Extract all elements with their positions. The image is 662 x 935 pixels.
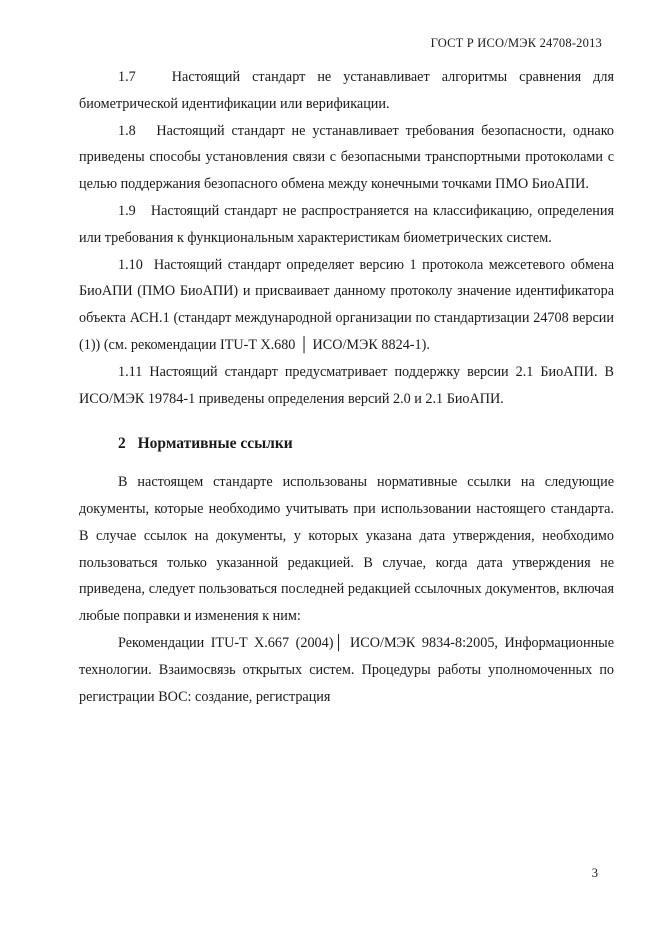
document-header: ГОСТ Р ИСО/МЭК 24708-2013 [430,36,602,50]
page-body [79,64,614,710]
paragraph-1-9: 1.9 Настоящий стандарт не распространяется на классификацию, определения или требования к функциональным характеристикам биометрических систем. [79,202,614,246]
section-heading [118,431,614,458]
paragraph-1-10: 1.10 Настоящий стандарт определяет версию 1 протокола межсетевого обмена БиоАПИ (ПМО БиоАПИ) и присваивает данному протоколу значение идентификатора объекта АСН.1 (стандарт международной организации по стандартизации 24708 версии (1)) (см. рекомендации ITU-T X.680 │ ИСО/МЭК 8824-1). [79,256,614,353]
section-number: 2 [118,435,126,453]
paragraph-1-8: 1.8 Настоящий стандарт не устанавливает требования безопасности, однако приведены способы установления связи с безопасными транспортными протоколами с целью поддержания безопасного обмена между конечными точками ПМО БиоАПИ. [79,122,614,193]
paragraph-1-7: 1.7 Настоящий стандарт не устанавливает алгоритмы сравнения для биометрической идентификации или верификации. [79,69,614,112]
paragraph-reference-itu-x667: Рекомендации ITU-T X.667 (2004)│ ИСО/МЭК 9834-8:2005, Информационные технологии. Взаимосвязь открытых систем. Процедуры работы уполномоченных по регистрации ВОС: создание, регистрация [79,634,614,705]
paragraph-normative-intro: В настоящем стандарте использованы нормативные ссылки на следующие документы, которые необходимо учитывать при использовании настоящего стандарта. В случае ссылок на документы, у которых указана дата утверждения, необходимо пользоваться только указанной редакцией. В случае, когда дата утверждения не приведена, следует пользоваться последней редакцией ссылочных документов, включая любые поправки и изменения к ним: [79,474,614,625]
page-number: 3 [591,866,598,880]
paragraph-1-11: 1.11 Настоящий стандарт предусматривает поддержку версии 2.1 БиоАПИ. В ИСО/МЭК 19784-1 приведены определения версий 2.0 и 2.1 БиоАПИ. [79,363,614,407]
section-title: Нормативные ссылки [137,435,293,453]
